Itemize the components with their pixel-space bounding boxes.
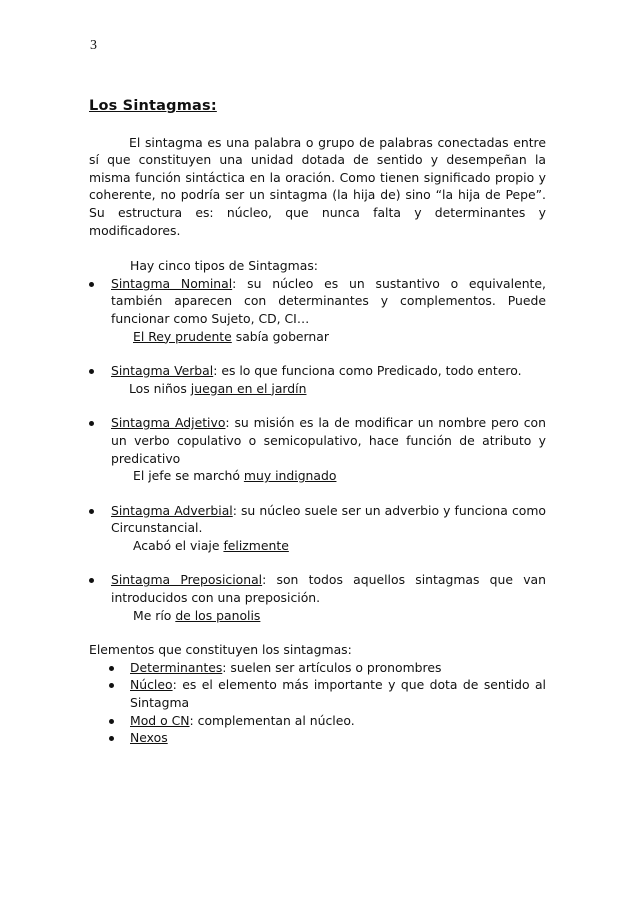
bullet-icon	[109, 683, 114, 688]
bullet-icon	[89, 509, 94, 514]
element-item	[89, 712, 546, 730]
example-sentence: Me río de los panolis	[133, 607, 261, 623]
example-sentence: El Rey prudente sabía gobernar	[133, 328, 329, 344]
example-sentence: Los niños juegan en el jardín	[129, 380, 307, 396]
element-term: Núcleo	[130, 677, 173, 693]
type-description: : es lo que funciona como Predicado, todo entero.	[213, 363, 522, 379]
element-term: Mod o CN	[130, 712, 190, 728]
element-term: Determinantes	[130, 659, 223, 675]
type-description: : son todos aquellos sintagmas que van introducidos con una preposición.	[111, 572, 546, 606]
element-item	[89, 676, 546, 711]
section-title: Los Sintagmas:	[89, 98, 217, 114]
bullet-icon	[89, 369, 94, 374]
example-highlight: El Rey prudente	[133, 328, 232, 344]
bullet-icon	[109, 736, 114, 741]
element-term: Nexos	[130, 730, 168, 746]
bullet-icon	[109, 719, 114, 724]
list-item-adjetivo	[89, 414, 546, 484]
list-item-nominal	[89, 275, 546, 345]
bullet-icon	[89, 282, 94, 287]
element-description: : complementan al núcleo.	[189, 712, 355, 728]
type-description: : su núcleo es un sustantivo o equivalente, también aparecen con determinantes y complementos. Puede funcionar como Sujeto, CD, CI…	[111, 275, 546, 326]
bullet-icon	[89, 421, 94, 426]
example-sentence: El jefe se marchó muy indignado	[133, 468, 337, 484]
example-highlight: juegan en el jardín	[190, 380, 307, 396]
elements-list	[89, 659, 546, 747]
example-highlight: felizmente	[223, 537, 289, 553]
type-name: Sintagma Preposicional	[111, 572, 263, 588]
element-item	[89, 729, 546, 747]
example-highlight: de los panolis	[175, 607, 261, 623]
bullet-icon	[109, 666, 114, 671]
type-description: : su misión es la de modificar un nombre pero con un verbo copulativo o semicopulativo, hace función de atributo y predicativo	[111, 415, 546, 466]
type-name: Sintagma Nominal	[111, 275, 233, 291]
example-sentence: Acabó el viaje felizmente	[133, 537, 289, 553]
type-name: Sintagma Verbal	[111, 363, 214, 379]
list-item-adverbial	[89, 502, 546, 555]
type-description: : su núcleo suele ser un adverbio y funciona como Circunstancial.	[111, 502, 546, 536]
example-highlight: muy indignado	[243, 468, 337, 484]
page-number: 3	[90, 38, 97, 53]
type-name: Sintagma Adjetivo	[111, 415, 226, 431]
element-item	[89, 659, 546, 677]
elements-heading: Elementos que constituyen los sintagmas:	[89, 642, 352, 658]
list-item-preposicional	[89, 571, 546, 624]
intro-paragraph: El sintagma es una palabra o grupo de palabras conectadas entre sí que constituyen una unidad dotada de sentido y desempeñan la misma función sintáctica en la oración. Como tienen significado propio y coherente, no podría ser un sintagma (la hija de) sino “la hija de Pepe”. Su estructura es: núcleo, que nunca falta y determinantes y modificadores.	[89, 134, 546, 238]
types-intro: Hay cinco tipos de Sintagmas:	[130, 258, 318, 274]
sintagma-types-list	[89, 275, 546, 625]
type-name: Sintagma Adverbial	[111, 502, 233, 518]
list-item-verbal	[89, 362, 546, 397]
document-body	[89, 98, 546, 747]
element-description: : es el elemento más importante y que dota de sentido al Sintagma	[130, 677, 546, 711]
element-description: : suelen ser artículos o pronombres	[222, 659, 442, 675]
bullet-icon	[89, 578, 94, 583]
